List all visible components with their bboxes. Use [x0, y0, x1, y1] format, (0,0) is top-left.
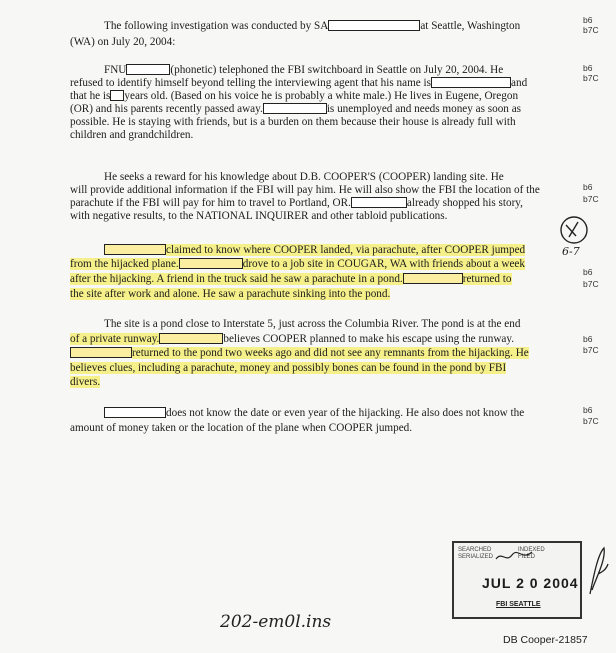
- p1-line1: [104, 20, 520, 33]
- exemption-b6: b6: [583, 15, 593, 25]
- stamp-initials-icon: [494, 549, 534, 563]
- p4-line3: [70, 273, 512, 286]
- redaction-box: [110, 90, 124, 101]
- text: SEARCHED: [458, 547, 492, 553]
- p5-line3: [70, 347, 529, 360]
- p2-line6: children and grandchildren.: [70, 129, 194, 141]
- stamp-office: FBI SEATTLE: [496, 601, 541, 608]
- redaction-box: [403, 273, 463, 284]
- text: SERIALIZED: [458, 554, 494, 560]
- p5-line5: [70, 376, 100, 389]
- p6-line2: amount of money taken or the location of the plane when COOPER jumped.: [70, 422, 413, 434]
- text: and: [511, 77, 528, 89]
- exemption-b6: b6: [583, 63, 593, 73]
- text: years old. (Based on his voice he is probably a white male.) He lives in Eugene, Oregon: [124, 90, 519, 102]
- redaction-box: [328, 20, 420, 31]
- p1-line2: (WA) on July 20, 2004:: [70, 36, 176, 48]
- p4-line4: [70, 288, 390, 301]
- text: is unemployed and needs money as soon as: [326, 103, 522, 115]
- p4-line1: [104, 244, 525, 257]
- highlighted-text: returned to: [462, 273, 512, 285]
- p5-line2: [70, 333, 514, 346]
- highlighted-text: from the hijacked plane.: [70, 258, 179, 270]
- stamp-searched-serialized: [458, 547, 493, 561]
- exemption-b7c: b7C: [583, 416, 599, 426]
- redaction-box: [351, 197, 407, 208]
- redaction-box: [126, 64, 170, 75]
- text: (phonetic) telephoned the FBI switchboard in Seattle on July 20, 2004. He: [170, 64, 504, 76]
- highlighted-text: divers.: [70, 376, 101, 388]
- exemption-b7c: b7C: [583, 194, 599, 204]
- exemption-b6: b6: [583, 334, 593, 344]
- p5-line4: [70, 362, 506, 375]
- highlighted-text: claimed to know where COOPER landed, via parachute, after COOPER jumped: [166, 244, 526, 256]
- exemption-b6: b6: [583, 182, 593, 192]
- exemption-b7c: b7C: [583, 73, 599, 83]
- text: that he is: [70, 90, 111, 102]
- redaction-box: [70, 347, 132, 358]
- redaction-box: [104, 244, 166, 255]
- bates-number: DB Cooper-21857: [503, 634, 588, 646]
- p5-line1: The site is a pond close to Interstate 5, just across the Columbia River. The pond is at the end: [104, 318, 521, 330]
- highlighted-text: the site after work and alone. He saw a parachute sinking into the pond.: [70, 288, 391, 300]
- p6-line1: [104, 407, 524, 420]
- text: refused to identify himself beyond telling the interviewing agent that his name is: [70, 77, 432, 89]
- text: The following investigation was conducted by SA: [104, 20, 329, 32]
- handwritten-file-number: 202-em0l.ins: [220, 612, 332, 632]
- text: parachute if the FBI will pay for him to travel to Portland, OR.: [70, 197, 351, 209]
- exemption-b7c: b7C: [583, 279, 599, 289]
- exemption-b7c: b7C: [583, 345, 599, 355]
- stamp-date: JUL 2 0 2004: [482, 575, 579, 591]
- highlighted-text: of a private runway.: [70, 333, 160, 345]
- highlighted-text: returned to the pond two weeks ago and did not see any remnants from the hijacking. He: [132, 347, 529, 359]
- p3-line3: [70, 197, 523, 210]
- redaction-box: [104, 407, 166, 418]
- redaction-box: [431, 77, 511, 88]
- text: does not know the date or even year of the hijacking. He also does not know the: [166, 407, 525, 419]
- text: FILED: [518, 554, 536, 560]
- redaction-box: [159, 333, 223, 344]
- text: FNU: [104, 64, 127, 76]
- text: already shopped his story,: [406, 197, 523, 209]
- highlighted-text: drove to a job site in COUGAR, WA with friends about a week: [242, 258, 525, 270]
- exemption-b7c: b7C: [583, 25, 599, 35]
- highlighted-text: after the hijacking. A friend in the truck said he saw a parachute in a pond.: [70, 273, 403, 285]
- highlighted-text: believes clues, including a parachute, money and possibly bones can be found in the pond by FBI: [70, 362, 507, 374]
- handwritten-initials-icon: [584, 544, 612, 600]
- redaction-box: [179, 258, 243, 269]
- p4-line2: [70, 258, 525, 271]
- p3-line4: with negative results, to the NATIONAL INQUIRER and other tabloid publications.: [70, 210, 448, 222]
- margin-note: 6-7: [562, 245, 580, 258]
- p3-line2: will provide additional information if the FBI will pay him. He will also show the FBI the location of the: [70, 184, 540, 196]
- text: believes COOPER planned to make his escape using the runway.: [223, 333, 515, 345]
- fbi-receipt-stamp: [452, 541, 582, 619]
- p2-line5: possible. He is staying with friends, but is a burden on them because their house is already full with: [70, 116, 516, 128]
- redaction-box: [263, 103, 327, 114]
- text: at Seattle, Washington: [420, 20, 521, 32]
- text: (OR) and his parents recently passed away.: [70, 103, 263, 115]
- exemption-b6: b6: [583, 405, 593, 415]
- p3-line1: He seeks a reward for his knowledge about D.B. COOPER'S (COOPER) landing site. He: [104, 171, 504, 183]
- text: INDEXED: [518, 547, 545, 553]
- exemption-b6: b6: [583, 267, 593, 277]
- p2-line3: [70, 90, 518, 103]
- p2-line2: [70, 77, 527, 90]
- p2-line1: [104, 64, 503, 77]
- p2-line4: [70, 103, 521, 116]
